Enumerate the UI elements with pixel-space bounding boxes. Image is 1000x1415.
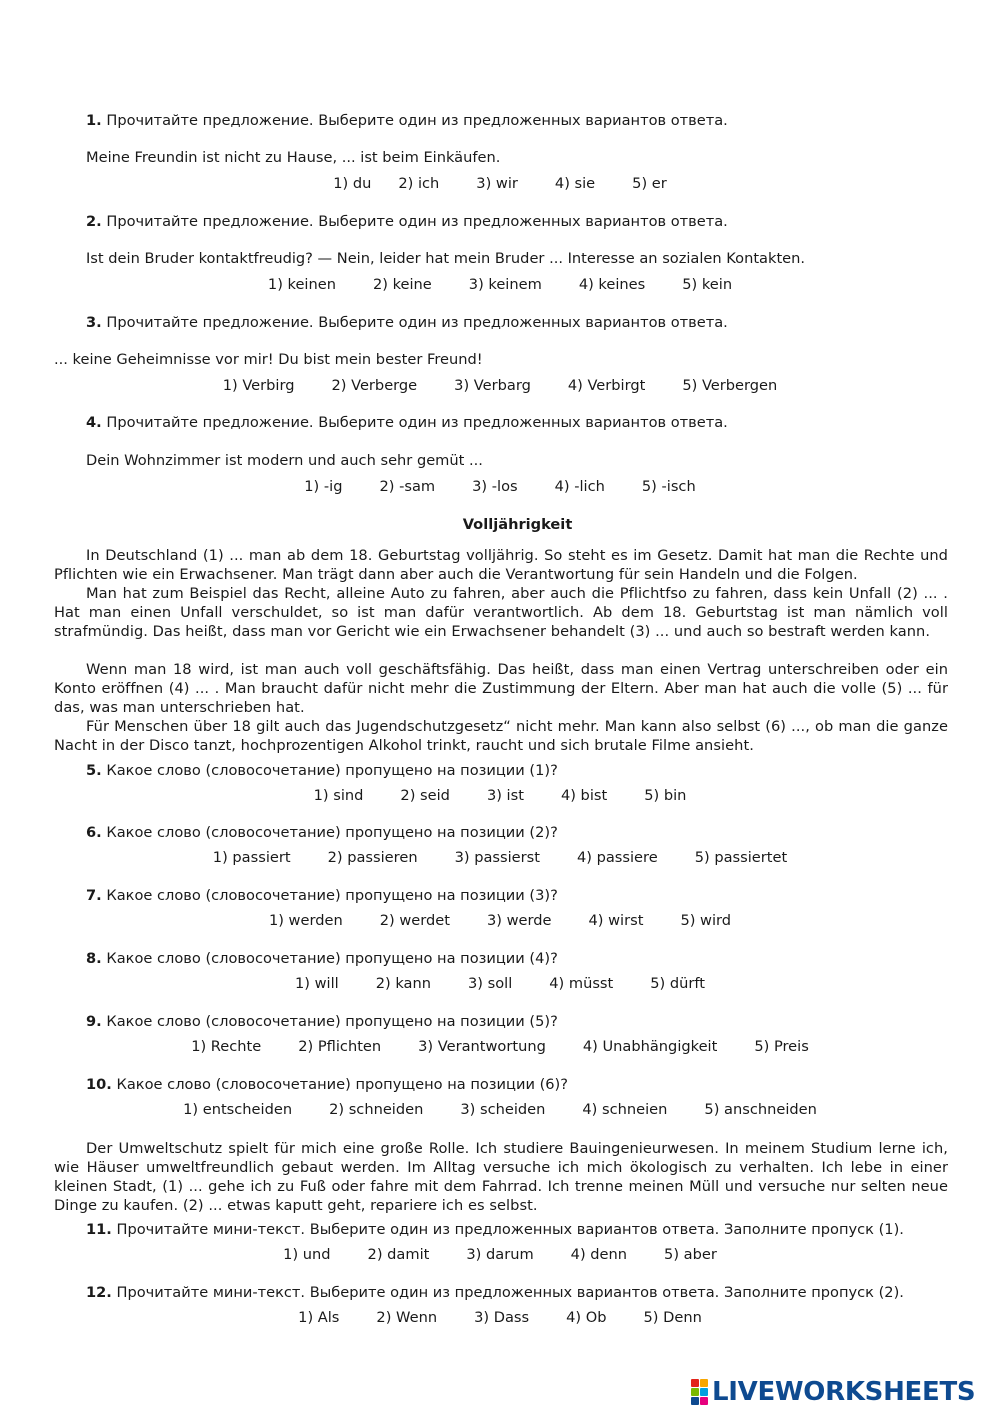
question-5-instruction: 5. Какое слово (словосочетание) пропущено на позиции (1)? — [86, 762, 558, 779]
liveworksheets-logo — [691, 1377, 975, 1407]
answer-option[interactable]: 2) werdet — [379, 912, 450, 929]
answer-option[interactable]: 2) passieren — [327, 849, 418, 866]
answer-option[interactable]: 1) keinen — [267, 276, 336, 293]
question-7-instruction: 7. Какое слово (словосочетание) пропущено на позиции (3)? — [86, 887, 558, 904]
answer-option[interactable]: 4) denn — [570, 1246, 628, 1263]
answer-option[interactable]: 4) wirst — [588, 912, 644, 929]
answer-option[interactable]: 5) kein — [682, 276, 733, 293]
answer-option[interactable]: 1) Als — [298, 1309, 340, 1326]
answer-option[interactable]: 5) wird — [680, 912, 732, 929]
question-9-instruction: 9. Какое слово (словосочетание) пропущено на позиции (5)? — [86, 1013, 558, 1030]
answer-option[interactable]: 2) ich — [398, 175, 440, 192]
answer-option[interactable]: 5) aber — [664, 1246, 717, 1263]
question-11-options — [0, 1246, 1000, 1263]
answer-option[interactable]: 4) bist — [560, 787, 608, 804]
answer-option[interactable]: 2) Verberge — [331, 377, 418, 394]
reading-paragraph: Wenn man 18 wird, ist man auch voll geschäftsfähig. Das heißt, dass man einen Vertrag unterschreiben oder ein Konto eröffnen (4) ... . Man braucht dafür nicht mehr die Zustimmung der Eltern. Aber man hat auch die volle (5) ... für das, was man unterschrieben hat. — [54, 661, 948, 716]
question-2-sentence: Ist dein Bruder kontaktfreudig? — Nein, leider hat mein Bruder ... Interesse an sozialen Kontakten. — [86, 250, 806, 267]
question-6-options — [0, 849, 1000, 866]
question-1-options — [0, 175, 1000, 192]
reading-paragraph: In Deutschland (1) ... man ab dem 18. Geburtstag volljährig. So steht es im Gesetz. Damit hat man die Rechte und Pflichten wie ein Erwachsener. Man trägt dann aber auch die Verantwortung für sein Handeln und die Folgen. — [54, 547, 948, 583]
answer-option[interactable]: 1) -ig — [304, 478, 343, 495]
answer-option[interactable]: 3) passierst — [454, 849, 540, 866]
question-10-instruction: 10. Какое слово (словосочетание) пропущено на позиции (6)? — [86, 1076, 568, 1093]
answer-option[interactable]: 2) schneiden — [329, 1101, 424, 1118]
answer-option[interactable]: 4) Unabhängigkeit — [582, 1038, 718, 1055]
answer-option[interactable]: 5) Preis — [754, 1038, 809, 1055]
logo-blocks-icon — [691, 1379, 708, 1405]
answer-option[interactable]: 2) keine — [372, 276, 432, 293]
answer-option[interactable]: 1) will — [295, 975, 339, 992]
question-3-sentence: ... keine Geheimnisse vor mir! Du bist mein bester Freund! — [54, 351, 483, 368]
question-4-sentence: Dein Wohnzimmer ist modern und auch sehr gemüt ... — [86, 452, 483, 469]
answer-option[interactable]: 5) anschneiden — [704, 1101, 817, 1118]
answer-option[interactable]: 1) und — [283, 1246, 331, 1263]
answer-option[interactable]: 2) damit — [367, 1246, 430, 1263]
answer-option[interactable]: 4) Ob — [566, 1309, 607, 1326]
answer-option[interactable]: 5) -isch — [641, 478, 696, 495]
answer-option[interactable]: 3) ist — [486, 787, 524, 804]
answer-option[interactable]: 3) darum — [466, 1246, 534, 1263]
question-8-instruction: 8. Какое слово (словосочетание) пропущено на позиции (4)? — [86, 950, 558, 967]
question-2-instruction: 2. Прочитайте предложение. Выберите один из предложенных вариантов ответа. — [86, 213, 728, 230]
question-10-options — [0, 1101, 1000, 1118]
answer-option[interactable]: 5) dürft — [650, 975, 705, 992]
logo-text: LIVEWORKSHEETS — [712, 1377, 976, 1407]
question-9-options — [0, 1038, 1000, 1055]
answer-option[interactable]: 3) Verbarg — [454, 377, 531, 394]
answer-option[interactable]: 3) -los — [472, 478, 518, 495]
answer-option[interactable]: 4) schneien — [582, 1101, 668, 1118]
answer-option[interactable]: 2) -sam — [379, 478, 436, 495]
answer-option[interactable]: 2) seid — [400, 787, 450, 804]
answer-option[interactable]: 1) Verbirg — [222, 377, 295, 394]
answer-option[interactable]: 3) Dass — [474, 1309, 530, 1326]
answer-option[interactable]: 1) entscheiden — [183, 1101, 293, 1118]
answer-option[interactable]: 3) soll — [467, 975, 513, 992]
answer-option[interactable]: 1) sind — [313, 787, 364, 804]
logo-block — [691, 1397, 699, 1405]
answer-option[interactable]: 2) Wenn — [376, 1309, 438, 1326]
answer-option[interactable]: 5) er — [632, 175, 667, 192]
answer-option[interactable]: 3) keinem — [468, 276, 542, 293]
reading-paragraph: Für Menschen über 18 gilt auch das Jugendschutzgesetz“ nicht mehr. Man kann also selbst (6) ..., ob man die ganze Nacht in der Disco tanzt, hochprozentigen Alkohol trinkt, raucht und sich brutale Filme ansieht. — [54, 718, 948, 754]
answer-option[interactable]: 4) Verbirgt — [567, 377, 646, 394]
question-4-instruction: 4. Прочитайте предложение. Выберите один из предложенных вариантов ответа. — [86, 414, 728, 431]
logo-block — [700, 1379, 708, 1387]
answer-option[interactable]: 3) Verantwortung — [418, 1038, 546, 1055]
mini-text-paragraph: Der Umweltschutz spielt für mich eine große Rolle. Ich studiere Bauingenieurwesen. In meinem Studium lerne ich, wie Häuser umweltfreundlich gebaut werden. Im Alltag versuche ich mich ökologisch zu verhalten. Ich lebe in einer kleinen Stadt, (1) ... gehe ich zu Fuß oder fahre mit dem Fahrrad. Ich trenne meinen Müll und versuche nur selten neue Dinge zu kaufen. (2) ... etwas kaputt geht, repariere ich es selbst. — [54, 1140, 948, 1214]
question-2-options — [0, 276, 1000, 293]
question-5-options — [0, 787, 1000, 804]
answer-option[interactable]: 1) werden — [268, 912, 343, 929]
reading-title: Volljährigkeit — [462, 516, 573, 533]
question-12-instruction: 12. Прочитайте мини-текст. Выберите один из предложенных вариантов ответа. Заполните пропуск (2). — [86, 1284, 904, 1301]
logo-block — [700, 1388, 708, 1396]
reading-paragraph: Man hat zum Beispiel das Recht, alleine Auto zu fahren, aber auch die Pflichtfso zu fahren, dass kein Unfall (2) ... . Hat man einen Unfall verschuldet, so ist man dafür verantwortlich. Ab dem 18. Geburtstag ist man nämlich voll strafmündig. Das heißt, dass man vor Gericht wie ein Erwachsener behandelt (3) ... und auch so bestraft werden kann. — [54, 585, 948, 640]
answer-option[interactable]: 5) bin — [644, 787, 687, 804]
answer-option[interactable]: 4) passiere — [576, 849, 658, 866]
answer-option[interactable]: 2) Pflichten — [298, 1038, 382, 1055]
answer-option[interactable]: 4) sie — [554, 175, 596, 192]
question-6-instruction: 6. Какое слово (словосочетание) пропущено на позиции (2)? — [86, 824, 558, 841]
question-3-options — [0, 377, 1000, 394]
question-12-options — [0, 1309, 1000, 1326]
question-8-options — [0, 975, 1000, 992]
answer-option[interactable]: 5) passiertet — [694, 849, 788, 866]
answer-option[interactable]: 3) werde — [486, 912, 552, 929]
logo-block — [691, 1379, 699, 1387]
answer-option[interactable]: 3) wir — [476, 175, 518, 192]
question-4-options — [0, 478, 1000, 495]
logo-block — [691, 1388, 699, 1396]
logo-block — [700, 1397, 708, 1405]
answer-option[interactable]: 2) kann — [375, 975, 431, 992]
question-1-instruction: 1. Прочитайте предложение. Выберите один из предложенных вариантов ответа. — [86, 112, 728, 129]
answer-option[interactable]: 4) keines — [578, 276, 646, 293]
question-1-sentence: Meine Freundin ist nicht zu Hause, ... ist beim Einkäufen. — [86, 149, 501, 166]
answer-option[interactable]: 4) -lich — [554, 478, 605, 495]
answer-option[interactable]: 1) passiert — [212, 849, 291, 866]
answer-option[interactable]: 3) scheiden — [460, 1101, 546, 1118]
question-7-options — [0, 912, 1000, 929]
answer-option[interactable]: 4) müsst — [549, 975, 614, 992]
answer-option[interactable]: 1) Rechte — [191, 1038, 262, 1055]
answer-option[interactable]: 1) du — [333, 175, 372, 192]
question-11-instruction: 11. Прочитайте мини-текст. Выберите один из предложенных вариантов ответа. Заполните пропуск (1). — [86, 1221, 904, 1238]
answer-option[interactable]: 5) Denn — [643, 1309, 702, 1326]
answer-option[interactable]: 5) Verbergen — [682, 377, 778, 394]
question-3-instruction: 3. Прочитайте предложение. Выберите один из предложенных вариантов ответа. — [86, 314, 728, 331]
